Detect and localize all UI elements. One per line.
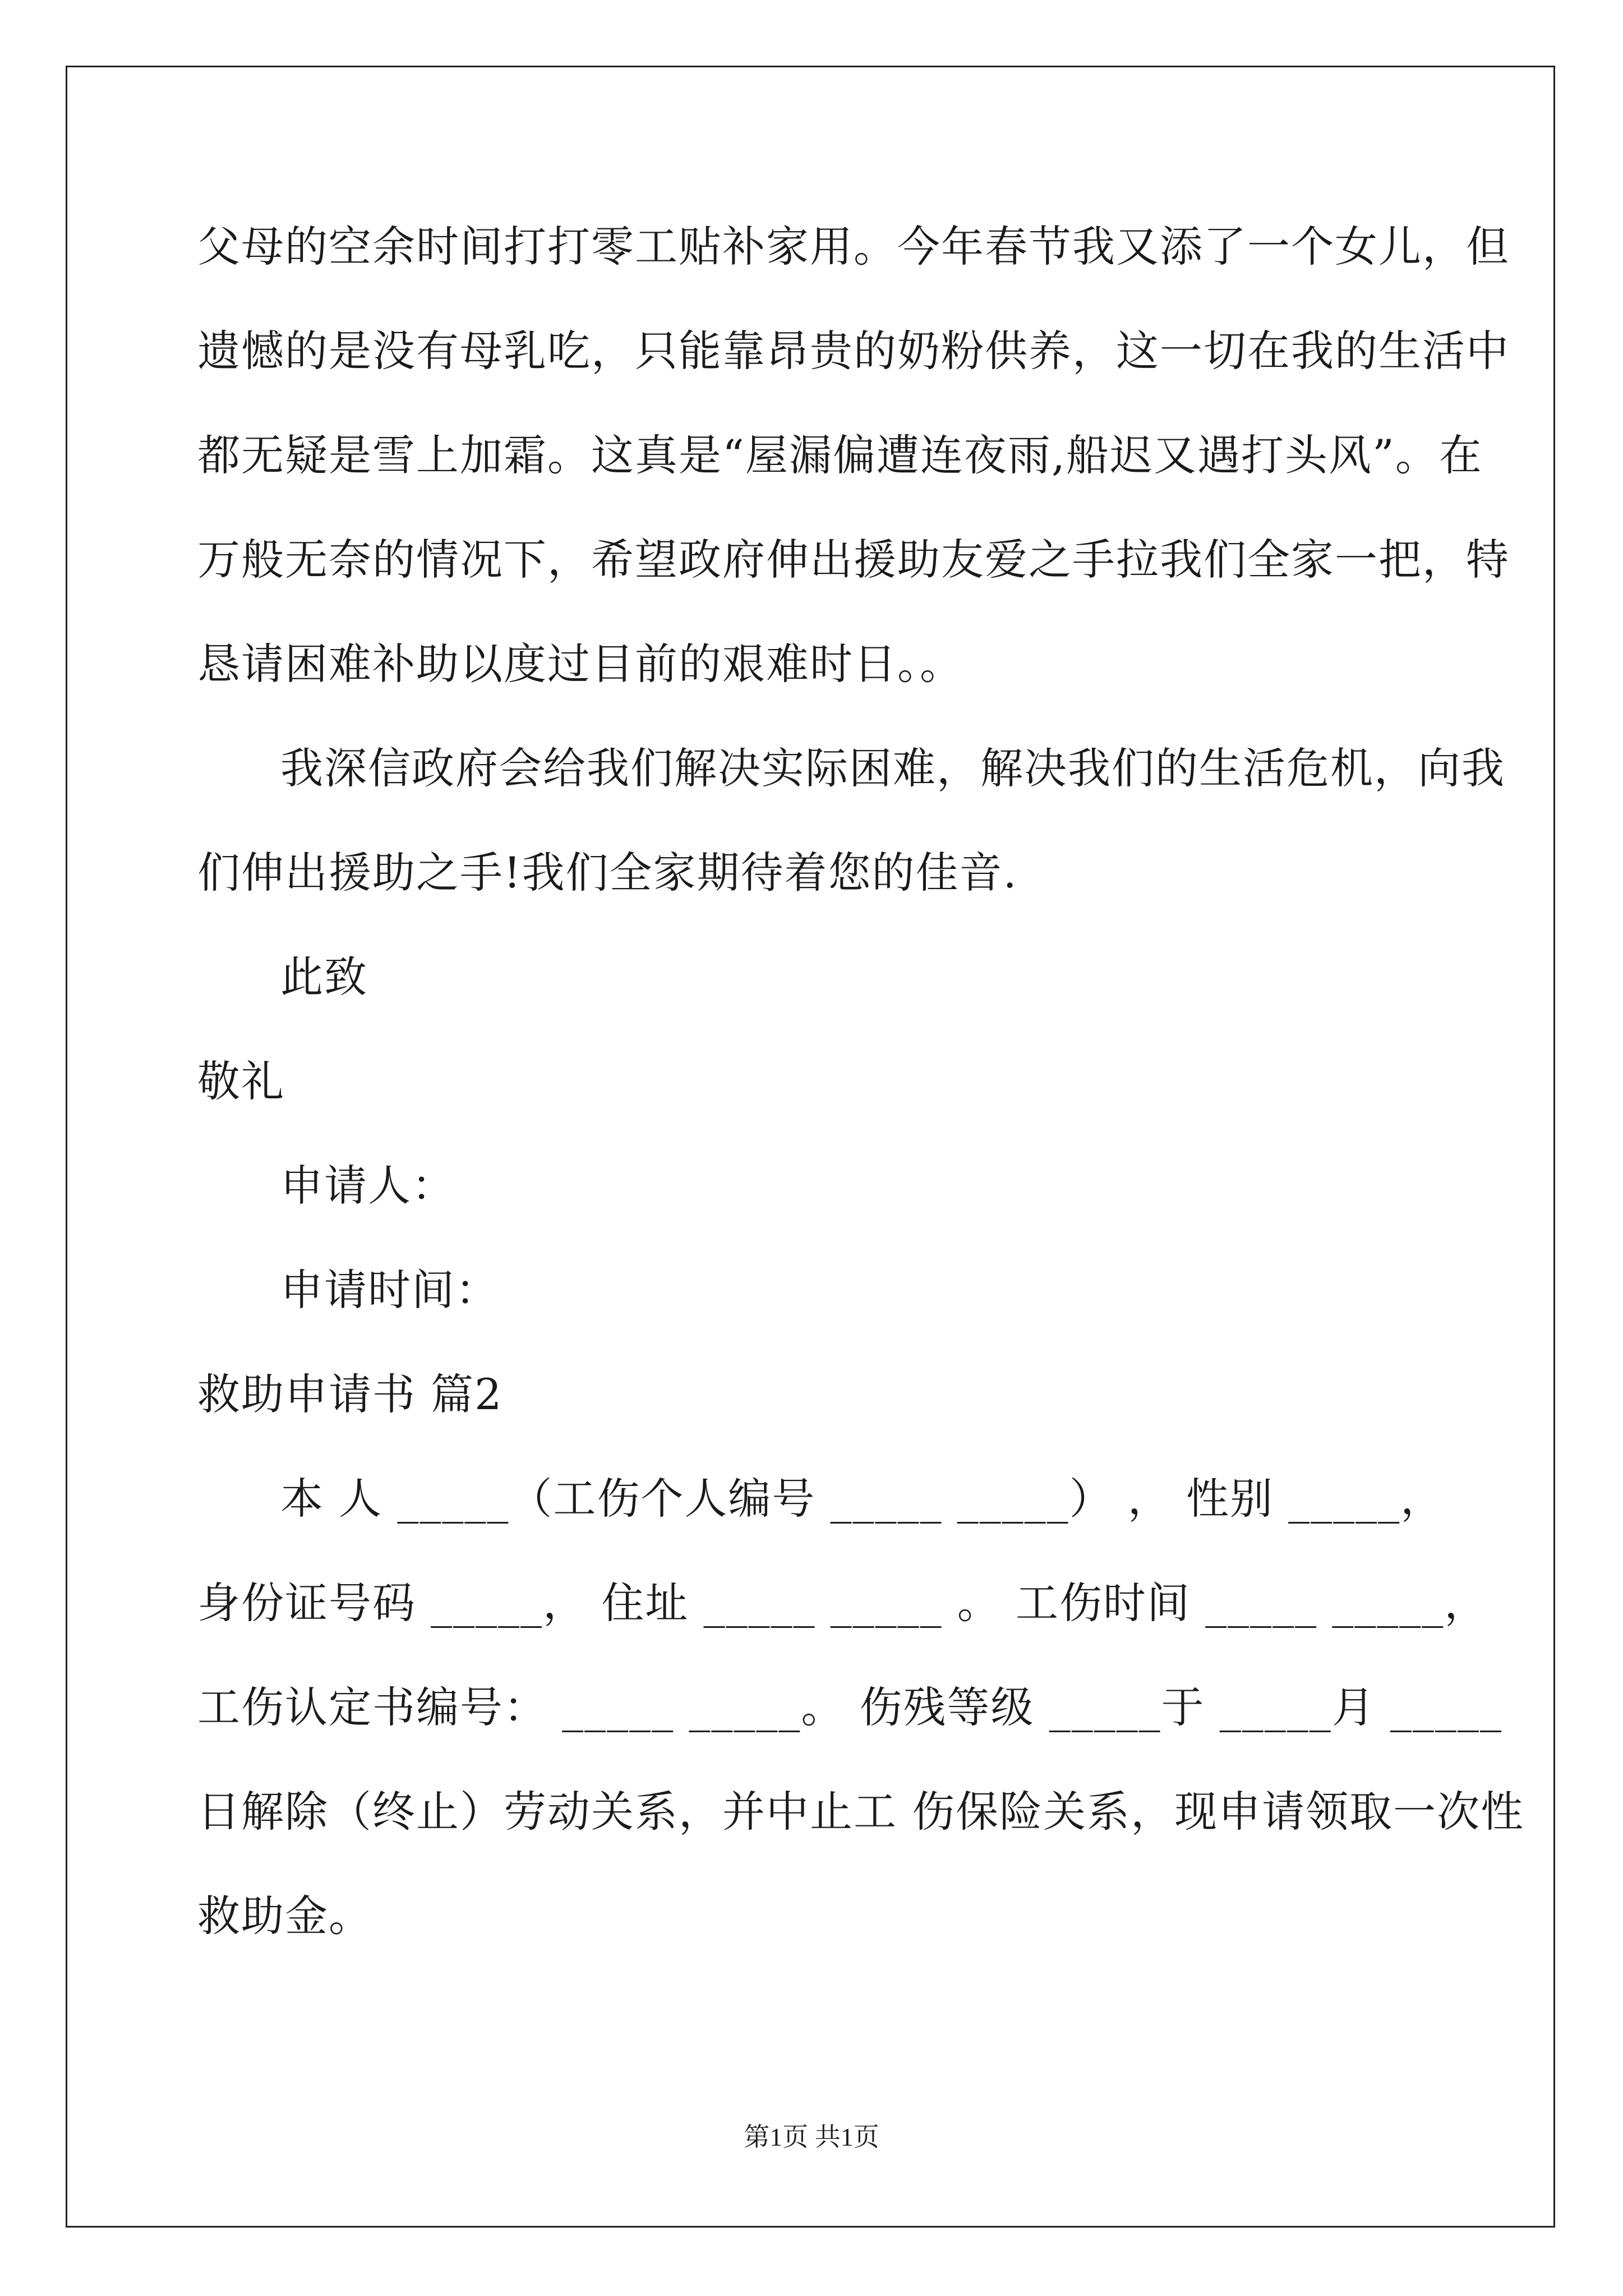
paragraph-line: 本 人 _____（工伤个人编号 _____ _____） ， 性别 _____， — [280, 1474, 1445, 1524]
closing-regards: 敬礼 — [197, 1056, 285, 1106]
paragraph-line: 遗憾的是没有母乳吃，只能靠昂贵的奶粉供养，这一切在我的生活中 — [197, 326, 1510, 376]
paragraph-line: 都无疑是雪上加霜。这真是“屋漏偏遭连夜雨,船迟又遇打头风”。在 — [197, 430, 1483, 480]
section-title: 救助申请书 篇2 — [197, 1369, 503, 1419]
paragraph-line: 工伤认定书编号： _____ _____。 伤残等级 _____于 _____月 _____ — [197, 1682, 1502, 1732]
page-footer: 第1页 共1页 — [744, 2123, 879, 2151]
apply-time-label: 申请时间： — [280, 1265, 499, 1315]
closing-salutation: 此致 — [280, 952, 368, 1002]
applicant-label: 申请人： — [280, 1161, 455, 1211]
paragraph-line: 万般无奈的情况下，希望政府伸出援助友爱之手拉我们全家一把，特 — [197, 535, 1510, 585]
paragraph-line: 们伸出援助之手!我们全家期待着您的佳音. — [197, 848, 1018, 898]
paragraph-line: 日解除（终止）劳动关系，并中止工 伤保险关系，现申请领取一次性 — [197, 1787, 1525, 1837]
paragraph-line: 父母的空余时间打打零工贴补家用。今年春节我又添了一个女儿，但 — [197, 222, 1510, 272]
paragraph-line: 身份证号码 _____， 住址 _____ _____ 。 工伤时间 _____ _____， — [197, 1578, 1488, 1628]
paragraph-line: 恳请困难补助以度过目前的艰难时日。。 — [197, 639, 963, 689]
paragraph-line: 我深信政府会给我们解决实际困难，解决我们的生活危机，向我 — [280, 743, 1505, 793]
paragraph-line: 救助金。 — [197, 1891, 372, 1941]
